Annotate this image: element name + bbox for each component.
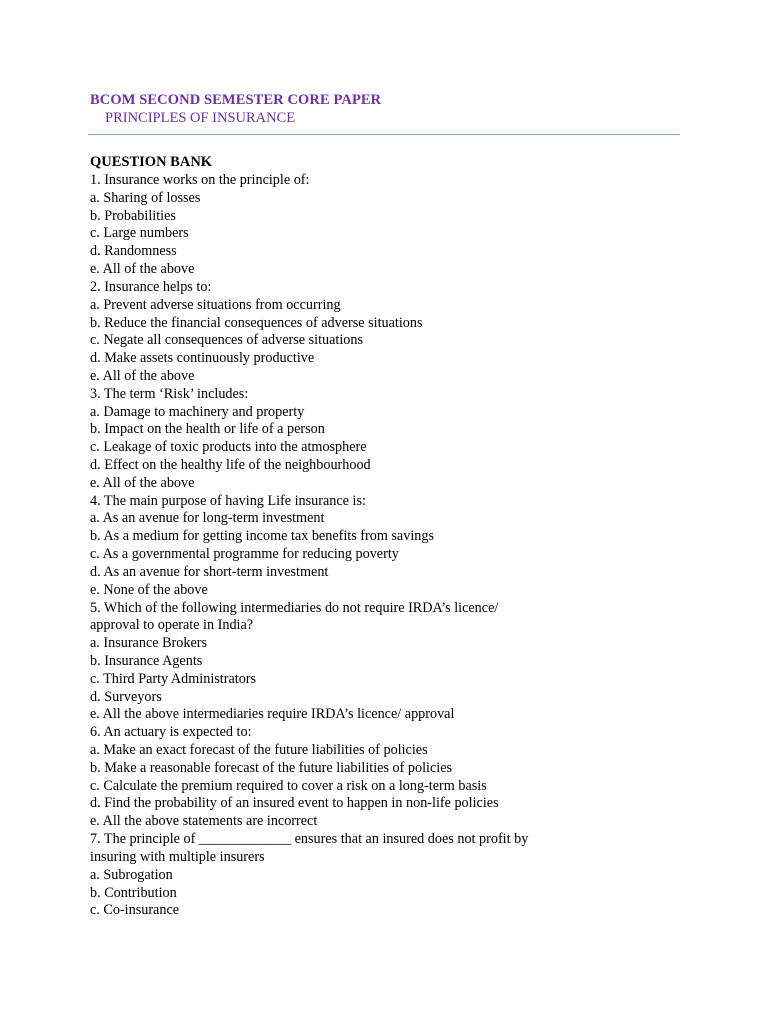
text-line: e. All the above intermediaries require IRDA’s licence/ approval (90, 706, 455, 723)
text-line: e. All of the above (90, 474, 195, 491)
title-divider (88, 134, 680, 135)
question-line: 3. The term ‘Risk’ includes: (90, 385, 249, 402)
text-line: d. Effect on the healthy life of the neighbourhood (90, 457, 371, 473)
text-line: c. As a governmental programme for reducing poverty (90, 546, 399, 563)
text-line: e. All the above statements are incorrect (90, 813, 318, 830)
question-bank-heading: QUESTION BANK (90, 154, 213, 170)
text-line: a. As an avenue for long-term investment (90, 510, 325, 527)
text-line: approval to operate in India? (90, 617, 254, 634)
text-line: b. Reduce the financial consequences of adverse situations (90, 314, 423, 331)
text-line: d. Surveyors (90, 688, 162, 705)
text-line: c. Large numbers (90, 225, 189, 242)
text-line: a. Damage to machinery and property (90, 403, 305, 420)
text-line: b. Make a reasonable forecast of the future liabilities of policies (90, 759, 453, 776)
text-line: a. Subrogation (90, 866, 173, 883)
text-line: d. As an avenue for short-term investment (90, 563, 329, 580)
text-line: b. Insurance Agents (90, 652, 203, 669)
text-line: c. Negate all consequences of adverse situations (90, 332, 364, 349)
text-line: c. Third Party Administrators (90, 670, 257, 687)
text-line: b. Contribution (90, 884, 177, 901)
text-line: d. Make assets continuously productive (90, 350, 315, 367)
text-line: a. Make an exact forecast of the future liabilities of policies (90, 742, 428, 758)
text-line: c. Leakage of toxic products into the atmosphere (90, 439, 367, 456)
text-line: e. All of the above (90, 367, 195, 384)
document-title: BCOM SECOND SEMESTER CORE PAPER (90, 92, 382, 108)
text-line: d. Find the probability of an insured event to happen in non-life policies (90, 795, 499, 812)
text-line: c. Calculate the premium required to cover a risk on a long-term basis (90, 777, 487, 794)
question-bank-content (90, 172, 690, 920)
question-line: 4. The main purpose of having Life insurance is: (90, 492, 366, 509)
question-line: 7. The principle of _____________ ensures that an insured does not profit by (90, 831, 529, 848)
text-line: d. Randomness (90, 243, 177, 260)
text-line: a. Insurance Brokers (90, 635, 207, 652)
text-line: c. Co-insurance (90, 902, 180, 919)
question-line: 2. Insurance helps to: (90, 278, 212, 295)
text-line: b. Probabilities (90, 207, 176, 224)
text-line: a. Sharing of losses (90, 189, 201, 206)
text-line: b. Impact on the health or life of a person (90, 421, 325, 438)
text-line: e. None of the above (90, 581, 208, 598)
text-line: b. As a medium for getting income tax benefits from savings (90, 528, 434, 545)
question-line: 5. Which of the following intermediaries do not require IRDA’s licence/ (90, 599, 499, 616)
question-line: 6. An actuary is expected to: (90, 724, 252, 741)
text-line: a. Prevent adverse situations from occurring (90, 296, 341, 313)
document-subtitle: PRINCIPLES OF INSURANCE (105, 110, 296, 126)
question-line: 1. Insurance works on the principle of: (90, 172, 310, 188)
text-line: e. All of the above (90, 261, 195, 278)
text-line: insuring with multiple insurers (90, 848, 265, 865)
